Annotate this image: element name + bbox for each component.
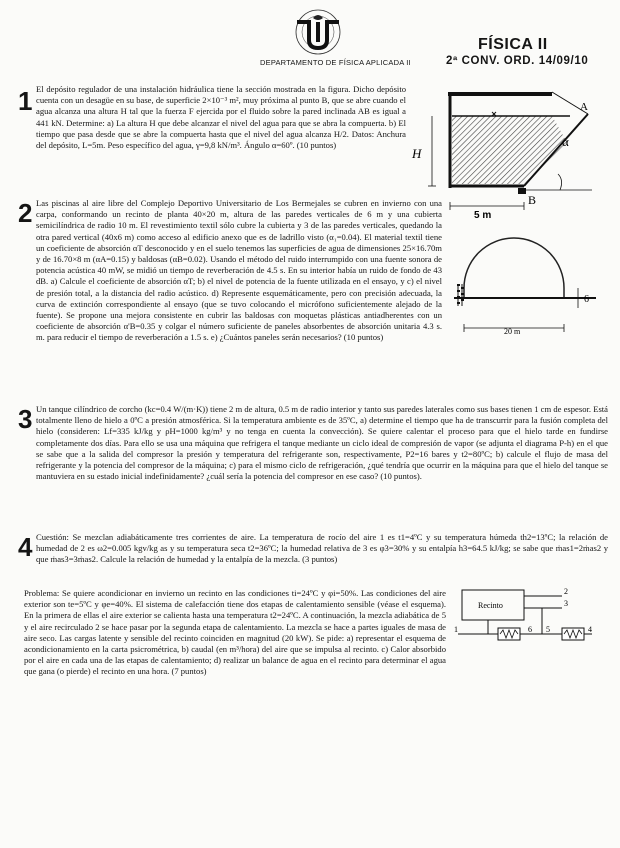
label-20m: 20 m xyxy=(504,327,521,336)
label-6: 6 xyxy=(584,294,589,305)
scheme-node-4: 4 xyxy=(588,625,592,634)
problem-1-text: El depósito regulador de una instalación hidráulica tiene la sección mostrada en la figura. Dicho depósito cuenta con un desagüe en su base, de superficie 2×10⁻³ m², muy próxima al punto B, que se abre cuando el agua alcanza una altura H tal que la fuerza F ejercida por el fluido sobre la pared inclinada AB es igual a 441 kN. Determine: a) La altura H que debe alcanzar el nivel del agua para que se abra la compuerta. b) El tiempo que pasa desde que se abre la compuerta hasta que el nivel del agua alcanza H/2. Datos: Anchura del depósito, L=5m. Peso específico del agua, γ=9,8 kN/m³. Ángulo α=60º. (10 puntos) xyxy=(36,84,406,151)
hvac-scheme xyxy=(452,586,602,646)
scheme-node-2: 2 xyxy=(564,587,568,596)
label-A: A xyxy=(580,101,588,113)
problem-2-text: Las piscinas al aire libre del Complejo Deportivo Universitario de Los Bermejales se cubren en invierno con una carpa, conformando un recinto de planta 40×20 m, altura de las paredes verticales de 6 m y una cubierta semicilíndrica de radio 10 m. El revestimiento textil sólo cubre la cubierta y 3 de las paredes verticales, quedando la otra pared vertical (40x6 m) como acceso al edificio anexo que es de ladrillo visto (α₁=0.04). El material textil tiene un coeficiente de absorción αT desconocido y en el suelo tenemos las superficies de agua de dimensiones 25×16.70m y de 16.70×8 m (αA=0.15) y baldosas (αB=0.02). Usando el método del ruido interrumpido con una fuente sonora de potencia acústica 40 mW, se midió un tiempo de reverberación de 4.5 s. En su interior había un ruido de fondo de 43 dB. a) Calcule el coeficiente de absorción αT; b) el nivel de potencia de la fuente utilizada en el ensayo, y c) el nivel de presión total, a la distancia del radio acústico. d) Represente esquemáticamente, pero con precisión adecuada, la curva de extinción correspondiente al ensayo (que se tuvo colocando el micrófono suficientemente alejado de la fuente). Se propone una mejora consistente en cubrir las baldosas con moquetas plásticas antiadherentes con un coeficiente de absorción α'B=0.35 y colgar el número suficiente de paneles absorbentes de absorción unitaria 4.3 s. m. para reducir el tiempo de reverberación a 1.5 s. e) ¿Cuántos paneles serán necesarios? (10 puntos) xyxy=(36,198,442,343)
problem-4-cuestion: Cuestión: Se mezclan adiabáticamente tres corrientes de aire. La temperatura de rocío del aire 1 es t1=4ºC y su temperatura húmeda th2=13ºC; la relación de humedad de 2 es ω2=0.005 kgv/kg as y su temperatura seca t2=36ºC; la humedad relativa de 3 es φ3=30% y su entalpía h3=64.5 kJ/kg; se sabe que ṁas1=2ṁas2 y que ṁas3=3ṁas2. Calcule la relación de humedad y la entalpía de la mezcla. (3 puntos) xyxy=(36,532,608,565)
label-B: B xyxy=(528,193,537,207)
scheme-node-6: 6 xyxy=(528,625,532,634)
problem-2-number: 2 xyxy=(18,198,33,228)
department-name: DEPARTAMENTO DE FÍSICA APLICADA II xyxy=(260,58,411,67)
problem-3-number: 3 xyxy=(18,404,33,434)
scheme-node-3: 3 xyxy=(564,599,568,608)
tent-figure xyxy=(446,224,606,336)
label-H: H xyxy=(412,146,422,161)
scheme-room-label: Recinto xyxy=(478,601,503,610)
exam-date: 2ª CONV. ORD. 14/09/10 xyxy=(446,55,589,67)
label-5m: 5 m xyxy=(474,210,492,220)
problem-4-number: 4 xyxy=(18,532,33,562)
problem-1-number: 1 xyxy=(18,86,33,116)
scheme-node-5: 5 xyxy=(546,625,550,634)
scheme-node-1: 1 xyxy=(454,625,458,634)
label-alpha: α xyxy=(562,134,569,149)
subject-title: FÍSICA II xyxy=(478,36,548,53)
problem-3-text: Un tanque cilíndrico de corcho (kc=0.4 W/(m·K)) tiene 2 m de altura, 0.5 m de radio interior y tanto sus paredes laterales como sus bases tienen 1 cm de espesor. Está totalmente lleno de hielo a 0ºC a presión atmosférica. Si la temperatura ambiente es de 35ºC, a) determine el tiempo que ha de transcurrir para la fusión completa del hielo (consideren: Lf=335 kJ/kg y ρH=1000 kg/m³ y no tenga en cuenta la convección). Se quiere calentar el proceso para que el hielo tarde en fundirse completamente dos días. Para ello se usa una máquina que refrigera el tanque mediante un ciclo ideal de compresión de vapor (se adjunta el diagrama P-h) en el que se sabe que a la salida del compresor la presión y temperatura del refrigerante son, respectivamente, P2=16 bares y t2=80ºC; b) calcule el flujo de masa del refrigerante y la potencia del compresor de la máquina; c) para el mismo ciclo de refrigeración, ¿qué tendría que ocurrir en la máquina para que el hielo del tanque se mantuviera en su estado inicial indefinidamente? ¿cuál sería la potencia del compresor en ese caso? (10 puntos). xyxy=(36,404,608,482)
university-logo xyxy=(283,8,353,60)
problem-4-problema-part1: Problema: Se quiere acondicionar en invierno un recinto en las condiciones ti=24ºC y φi=50%. Las condiciones del aire exterior son te=5ºC y φe=40%. El sistema de calefacción tiene dos etapas de calentamiento sensible (véase el esquema). En la primera de ellas el aire exterior se calienta hasta una temperatura t2=24ºC. A continuación, la mezcla adiabática de 5 y el aire recirculado 2 se hace pasar por la segunda etapa de calentamiento. La mezcla se hace a partes iguales de masa de aire seco. Las cargas latente y sensible del recinto coinciden en magnitud (20 kW). Se pide: a) representar el esquema de acondicionamiento en la carta psicrométrica, b) caudal (en m³/hora) del aire que se impulsa al recinto. c) Calor absorbido por el aire en cada una de las etapas de calentamiento; d) realizar un balance de agua en el recinto para determinar el agua que gana (o pierde) el recinto en una hora. (7 puntos) xyxy=(24,588,446,677)
